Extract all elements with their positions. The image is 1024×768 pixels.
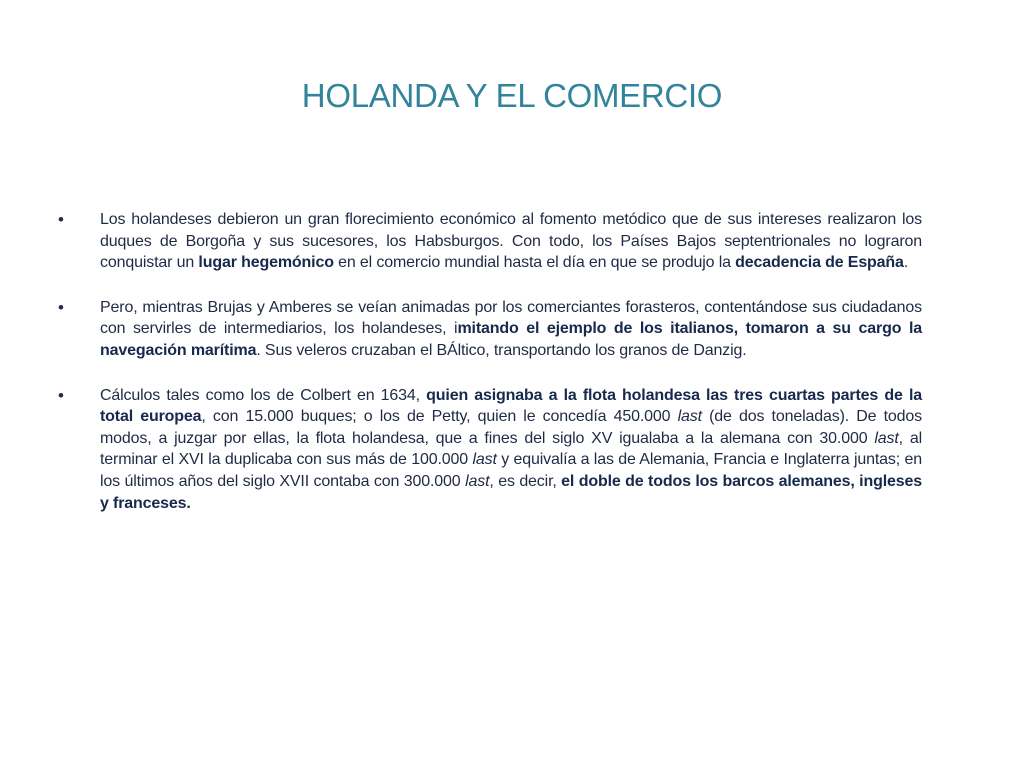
italic-text-run: last: [677, 408, 702, 426]
text-run: Cálculos tales como los de Colbert en 1634,: [100, 386, 427, 404]
text-run: Pero, mientras Brujas y Amberes se veían animadas por los comerciantes forasteros, contentándose sus ciudadanos con servirles de intermediarios, los holandeses, i: [100, 298, 922, 338]
text-run: y equivalía a las de Alemania, Francia e Inglaterra juntas; en los últimos años del siglo XVII contaba con 300.000: [100, 451, 922, 490]
bold-text-run: lugar hegemónico: [198, 254, 334, 272]
text-run: , es decir,: [489, 472, 562, 490]
text-run: , con 15.000 buques; o los de Petty, quien le concedía 450.000: [201, 408, 678, 426]
bold-text-run: quien asignaba a la flota holandesa las tres cuartas partes de la total europea: [100, 386, 922, 426]
bullet-item-1: [58, 209, 922, 274]
bullet-text: [100, 385, 922, 515]
bold-text-run: decadencia de España: [735, 254, 904, 272]
bullet-marker: •: [58, 297, 64, 317]
bold-text-run: mitando el ejemplo de los italianos, tomaron a su cargo la navegación marítima: [100, 320, 922, 359]
text-run: (de dos toneladas). De todos modos, a juzgar por ellas, la flota holandesa, que a fines del siglo XV igualaba a la alemana con 30.000: [100, 408, 922, 447]
text-run: .: [903, 254, 909, 272]
text-run: Los holandeses debieron un gran florecimiento económico al fomento metódico que de sus intereses realizaron los duques de Borgoña y sus sucesores, los Habsburgos. Con todo, los Países Bajos septentrionales no lograron conquistar un: [100, 211, 922, 272]
bullet-item-3: [58, 385, 922, 515]
bullet-text: [100, 209, 922, 274]
italic-text-run: last: [472, 451, 497, 469]
bullet-item-2: [58, 297, 922, 362]
bullet-marker: •: [58, 210, 64, 229]
text-run: , al terminar el XVI la duplicaba con sus más de 100.000: [100, 429, 922, 469]
italic-text-run: last: [465, 472, 490, 490]
bullet-marker: •: [58, 385, 64, 405]
italic-text-run: last: [874, 429, 899, 447]
text-run: en el comercio mundial hasta el día en que se produjo la: [333, 254, 736, 272]
slide-title: HOLANDA Y EL COMERCIO: [301, 77, 723, 114]
bold-text-run: el doble de todos los barcos alemanes, ingleses y franceses.: [100, 472, 922, 512]
bullet-list: [58, 209, 922, 537]
bullet-text: [100, 297, 922, 362]
text-run: . Sus veleros cruzaban el BÁltico, transportando los granos de Danzig.: [256, 341, 747, 359]
